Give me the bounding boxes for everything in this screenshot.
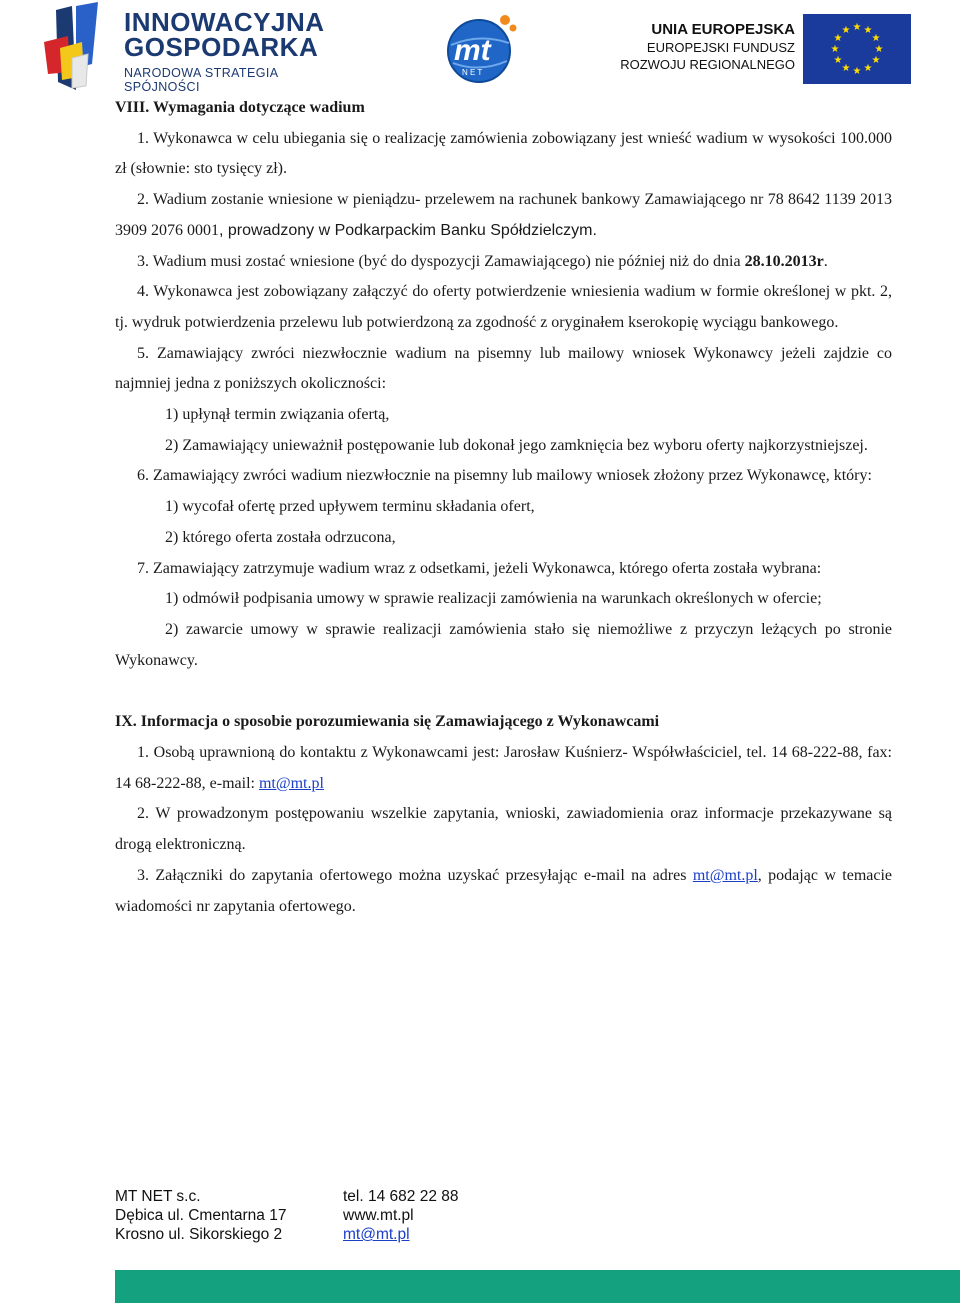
mt-logo-sub: N E T [462, 68, 483, 77]
point-7-item-2: 2) zawarcie umowy w sprawie realizacji zamówienia stało się niemożliwe z przyczyn leżących po stronie Wykonawcy. [115, 620, 892, 669]
point-6-item-2: 2) którego oferta została odrzucona, [165, 528, 396, 546]
section-8-point-6: 6. Zamawiający zwróci wadium niezwłocznie na pisemny lub mailowy wniosek złożony przez Wykonawcę, który: [137, 467, 872, 485]
logo-line-strategia: NARODOWA STRATEGIA SPÓJNOŚCI [124, 66, 278, 94]
point-5-item-1: 1) upłynął termin związania ofertą, [165, 406, 390, 424]
point-2-rest: , prowadzony w Podkarpackim Banku Spółdzielczym. [219, 221, 597, 239]
flag-shapes-icon [42, 2, 122, 94]
section-9-point-3 [115, 861, 892, 922]
footer-address-column [115, 1187, 286, 1244]
innowacyjna-gospodarka-logo [42, 2, 342, 94]
deposit-deadline: 28.10.2013r [744, 252, 824, 270]
svg-text:★: ★ [841, 25, 851, 36]
footer-color-bar [115, 1270, 960, 1303]
svg-text:★: ★ [833, 33, 843, 44]
svg-text:★: ★ [871, 55, 881, 66]
logo-line-gospodarka: GOSPODARKA [124, 32, 319, 62]
point-7-item-1: 1) odmówił podpisania umowy w sprawie realizacji zamówienia na warunkach określonych w ofercie; [165, 590, 822, 608]
attachments-email-link[interactable]: mt@mt.pl [692, 866, 758, 884]
svg-text:★: ★ [841, 63, 851, 74]
svg-text:★: ★ [871, 33, 881, 44]
bank-account-number: 78 8642 1139 2013 3909 2076 0001 [115, 191, 892, 239]
footer-contact-column [343, 1187, 459, 1244]
footer-phone: tel. 14 682 22 88 [343, 1188, 459, 1205]
logo-line-innowacyjna: INNOWACYJNA [124, 7, 325, 37]
contact-email-link[interactable]: mt@mt.pl [258, 774, 324, 792]
point-3-intro: 3. Wadium musi zostać wniesione (być do dyspozycji Zamawiającego) nie później niż do dnia [137, 252, 745, 270]
footer-email-link[interactable]: mt@mt.pl [343, 1226, 410, 1243]
footer-address-2: Krosno ul. Sikorskiego 2 [115, 1226, 283, 1243]
section-9-point-1 [115, 738, 892, 799]
footer-website[interactable]: www.mt.pl [343, 1207, 414, 1224]
svg-text:★: ★ [863, 25, 873, 36]
svg-text:★: ★ [830, 44, 840, 55]
svg-text:★: ★ [852, 66, 862, 77]
point-6-item-1: 1) wycofał ofertę przed upływem terminu składania ofert, [165, 498, 535, 516]
eu-line-rozwoju: ROZWOJU REGIONALNEGO [620, 57, 795, 72]
section-8-point-4: 4. Wykonawca jest zobowiązany załączyć do oferty potwierdzenie wniesienia wadium w formie określonej w pkt. 2, tj. wydruk potwierdzenia przelewu lub potwierdzoną za zgodność z oryginałem kserokopię wyciągu bankowego. [115, 283, 892, 331]
svg-text:★: ★ [863, 63, 873, 74]
eu-line-unia: UNIA EUROPEJSKA [651, 21, 795, 38]
eu-logo [615, 14, 911, 84]
section-8-heading: VIII. Wymagania dotyczące wadium [115, 99, 365, 116]
section-8-point-3 [115, 247, 892, 278]
svg-text:★: ★ [833, 55, 843, 66]
eu-flag-icon [803, 14, 911, 84]
point-3-end: . [823, 252, 828, 270]
svg-text:★: ★ [852, 22, 862, 33]
section-8-point-2 [115, 185, 892, 246]
section-8-point-7: 7. Zamawiający zatrzymuje wadium wraz z odsetkami, jeżeli Wykonawca, którego oferta została wybrana: [137, 559, 822, 577]
point-3-attachments: 3. Załączniki do zapytania ofertowego można uzyskać przesyłając e-mail na adres [137, 866, 693, 884]
point-2-intro: 2. Wadium zostanie wniesione w pieniądzu- przelewem na rachunek bankowy Zamawiającego nr [137, 191, 768, 209]
svg-text:★: ★ [874, 44, 884, 55]
footer-company: MT NET s.c. [115, 1188, 201, 1205]
document-body [115, 93, 892, 922]
point-3-rest: , podając w temacie wiadomości nr zapytania ofertowego. [115, 866, 893, 915]
mt-logo-text: mt [454, 34, 491, 67]
section-9-heading: IX. Informacja o sposobie porozumiewania się Zamawiającego z Wykonawcami [115, 713, 660, 731]
footer-address-1: Dębica ul. Cmentarna 17 [115, 1207, 287, 1224]
eu-line-fundusz: EUROPEJSKI FUNDUSZ [646, 40, 795, 55]
section-8-point-5: 5. Zamawiający zwróci niezwłocznie wadium na pisemny lub mailowy wniosek Wykonawcy jeżeli zajdzie co najmniej jedna z poniższych okoliczności: [115, 344, 892, 393]
contact-person: 1. Osobą uprawnioną do kontaktu z Wykonawcami jest: Jarosław Kuśnierz- Współwłaściciel, tel. 14 68-222-88, fax: 14 68-222-88, e-mail: [115, 744, 892, 792]
section-spacer [115, 676, 892, 707]
point-5-item-2: 2) Zamawiający unieważnił postępowanie lub dokonał jego zamknięcia bez wyboru oferty najkorzystniejszej. [165, 436, 868, 454]
section-9-point-2: 2. W prowadzonym postępowaniu wszelkie zapytania, wnioski, zawiadomienia oraz informacje przekazywane są drogą elektroniczną. [115, 805, 892, 854]
section-8-point-1: 1. Wykonawca w celu ubiegania się o realizację zamówienia zobowiązany jest wnieść wadium w wysokości 100.000 zł (słownie: sto tysięcy zł). [115, 129, 892, 178]
mt-net-logo [443, 13, 519, 85]
mt-globe-icon [443, 13, 519, 85]
